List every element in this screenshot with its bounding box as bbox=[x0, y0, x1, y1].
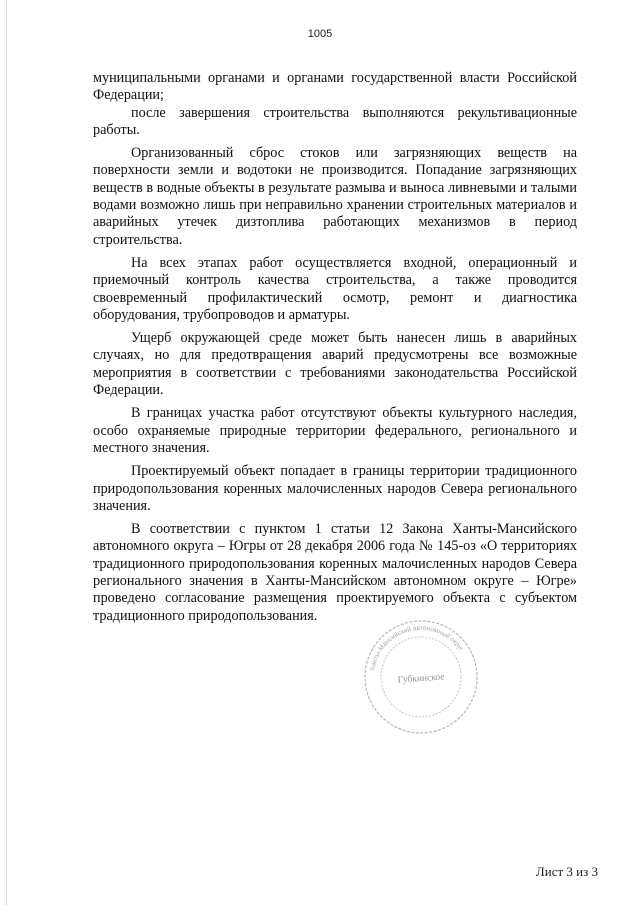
official-stamp bbox=[362, 618, 480, 736]
document-body bbox=[93, 70, 577, 625]
paragraph-7: Проектируемый объект попадает в границы территории традиционного природопользования коренных малочисленных народов Севера регионального значения. bbox=[93, 463, 577, 514]
scan-edge-line bbox=[6, 0, 7, 905]
paragraph-6: В границах участка работ отсутствуют объекты культурного наследия, особо охраняемые природные территории федерального, регионального и местного значения. bbox=[93, 405, 577, 456]
page-number: 1005 bbox=[307, 28, 333, 40]
paragraph-1: муниципальными органами и органами государственной власти Российской Федерации; bbox=[93, 70, 577, 104]
paragraph-4: На всех этапах работ осуществляется входной, операционный и приемочный контроль качества строительства, а также проводится своевременный профилактический осмотр, ремонт и диагностика оборудования, трубопроводов и арматуры. bbox=[93, 254, 577, 323]
stamp-center-text: Губкинское bbox=[397, 672, 445, 686]
stamp-outer-text: Ханты-Мансийский автономный округ bbox=[369, 624, 465, 672]
paragraph-2: после завершения строительства выполняются рекультивационные работы. bbox=[93, 104, 577, 138]
paragraph-3: Организованный сброс стоков или загрязняющих веществ на поверхности земли и водотоки не производится. Попадание загрязняющих веществ в водные объекты в результате размыва и выноса ливневыми и талыми водами возможно лишь при неправильно хранении строительных материалов и аварийных утечек дизтоплива работающих механизмов в период строительства. bbox=[93, 145, 577, 248]
paragraph-5: Ущерб окружающей среде может быть нанесен лишь в аварийных случаях, но для предотвращения аварий предусмотрены все возможные мероприятия в соответствии с требованиями законодательства Российской Федерации. bbox=[93, 330, 577, 399]
sheet-counter: Лист 3 из 3 bbox=[535, 864, 598, 879]
paragraph-8: В соответствии с пунктом 1 статьи 12 Закона Ханты-Мансийского автономного округа – Югры от 28 декабря 2006 года № 145-оз «О территориях традиционного природопользования коренных малочисленных народов Севера регионального значения в Ханты-Мансийском автономном округе – Югре» проведено согласование размещения проектируемого объекта с субъектом традиционного природопользования. bbox=[93, 521, 577, 624]
